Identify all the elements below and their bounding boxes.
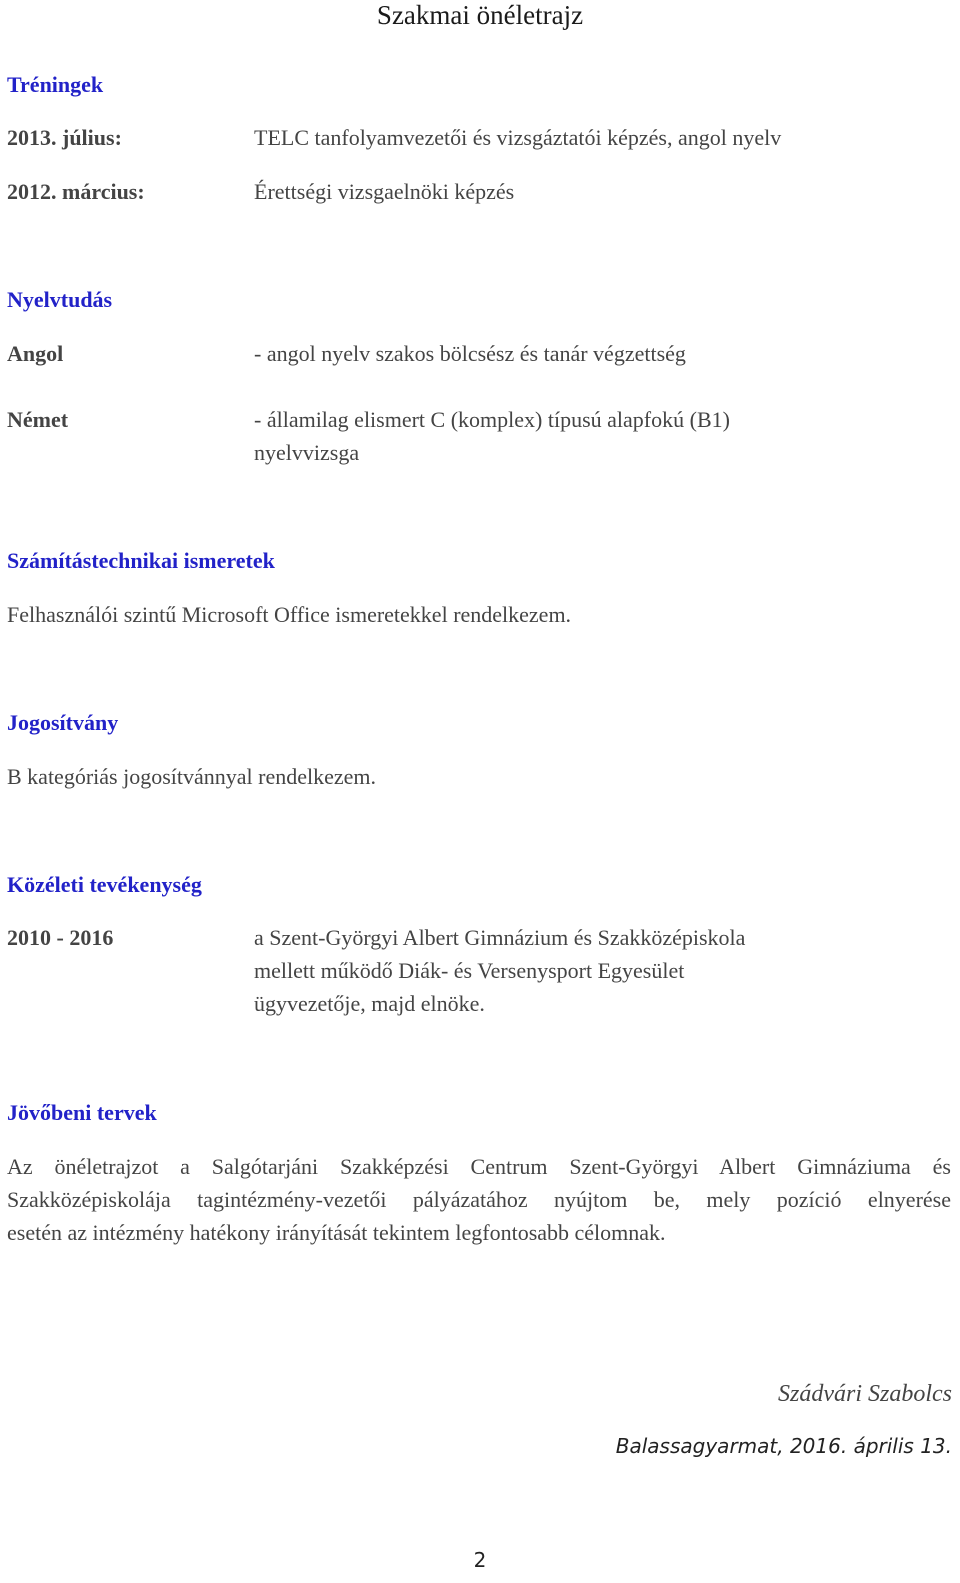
future-paragraph bbox=[7, 1150, 951, 1249]
computer-text: Felhasználói szintű Microsoft Office ismeretekkel rendelkezem. bbox=[7, 602, 572, 627]
future-line: Szakközépiskolája tagintézmény-vezetői pályázatához nyújtom be, mely pozíció elnyerése bbox=[7, 1187, 951, 1212]
language-name: Német bbox=[7, 407, 69, 432]
page-number: 2 bbox=[473, 1548, 487, 1572]
language-detail: - államilag elismert C (komplex) típusú alapfokú (B1) bbox=[254, 407, 730, 432]
language-detail: - angol nyelv szakos bölcsész és tanár végzettség bbox=[254, 341, 686, 366]
place-date: Balassagyarmat, 2016. április 13. bbox=[615, 1434, 952, 1458]
public-date: 2010 - 2016 bbox=[7, 925, 114, 950]
public-line: mellett működő Diák- és Versenysport Egyesület bbox=[254, 958, 685, 983]
signature: Szádvári Szabolcs bbox=[778, 1381, 952, 1407]
page-title: Szakmai önéletrajz bbox=[376, 0, 584, 30]
section-heading-computer: Számítástechnikai ismeretek bbox=[7, 548, 275, 573]
section-heading-trainings: Tréningek bbox=[7, 72, 104, 97]
future-line: esetén az intézmény hatékony irányítását tekintem legfontosabb célomnak. bbox=[7, 1220, 666, 1245]
training-date: 2012. március: bbox=[7, 179, 145, 204]
license-text: B kategóriás jogosítvánnyal rendelkezem. bbox=[7, 764, 376, 789]
training-date: 2013. július: bbox=[7, 125, 122, 150]
section-heading-public: Közéleti tevékenység bbox=[7, 872, 202, 897]
future-line: Az önéletrajzot a Salgótarjáni Szakképzési Centrum Szent-Györgyi Albert Gimnáziuma és bbox=[7, 1154, 951, 1179]
section-heading-license: Jogosítvány bbox=[7, 710, 119, 735]
training-text: Érettségi vizsgaelnöki képzés bbox=[254, 179, 515, 204]
training-text: TELC tanfolyamvezetői és vizsgáztatói képzés, angol nyelv bbox=[254, 125, 782, 150]
section-heading-future: Jövőbeni tervek bbox=[7, 1100, 157, 1125]
language-name: Angol bbox=[7, 341, 64, 366]
language-detail: nyelvvizsga bbox=[254, 440, 360, 465]
public-line: ügyvezetője, majd elnöke. bbox=[254, 991, 485, 1016]
public-line: a Szent-Györgyi Albert Gimnázium és Szakközépiskola bbox=[254, 925, 746, 950]
section-heading-languages: Nyelvtudás bbox=[7, 287, 113, 312]
